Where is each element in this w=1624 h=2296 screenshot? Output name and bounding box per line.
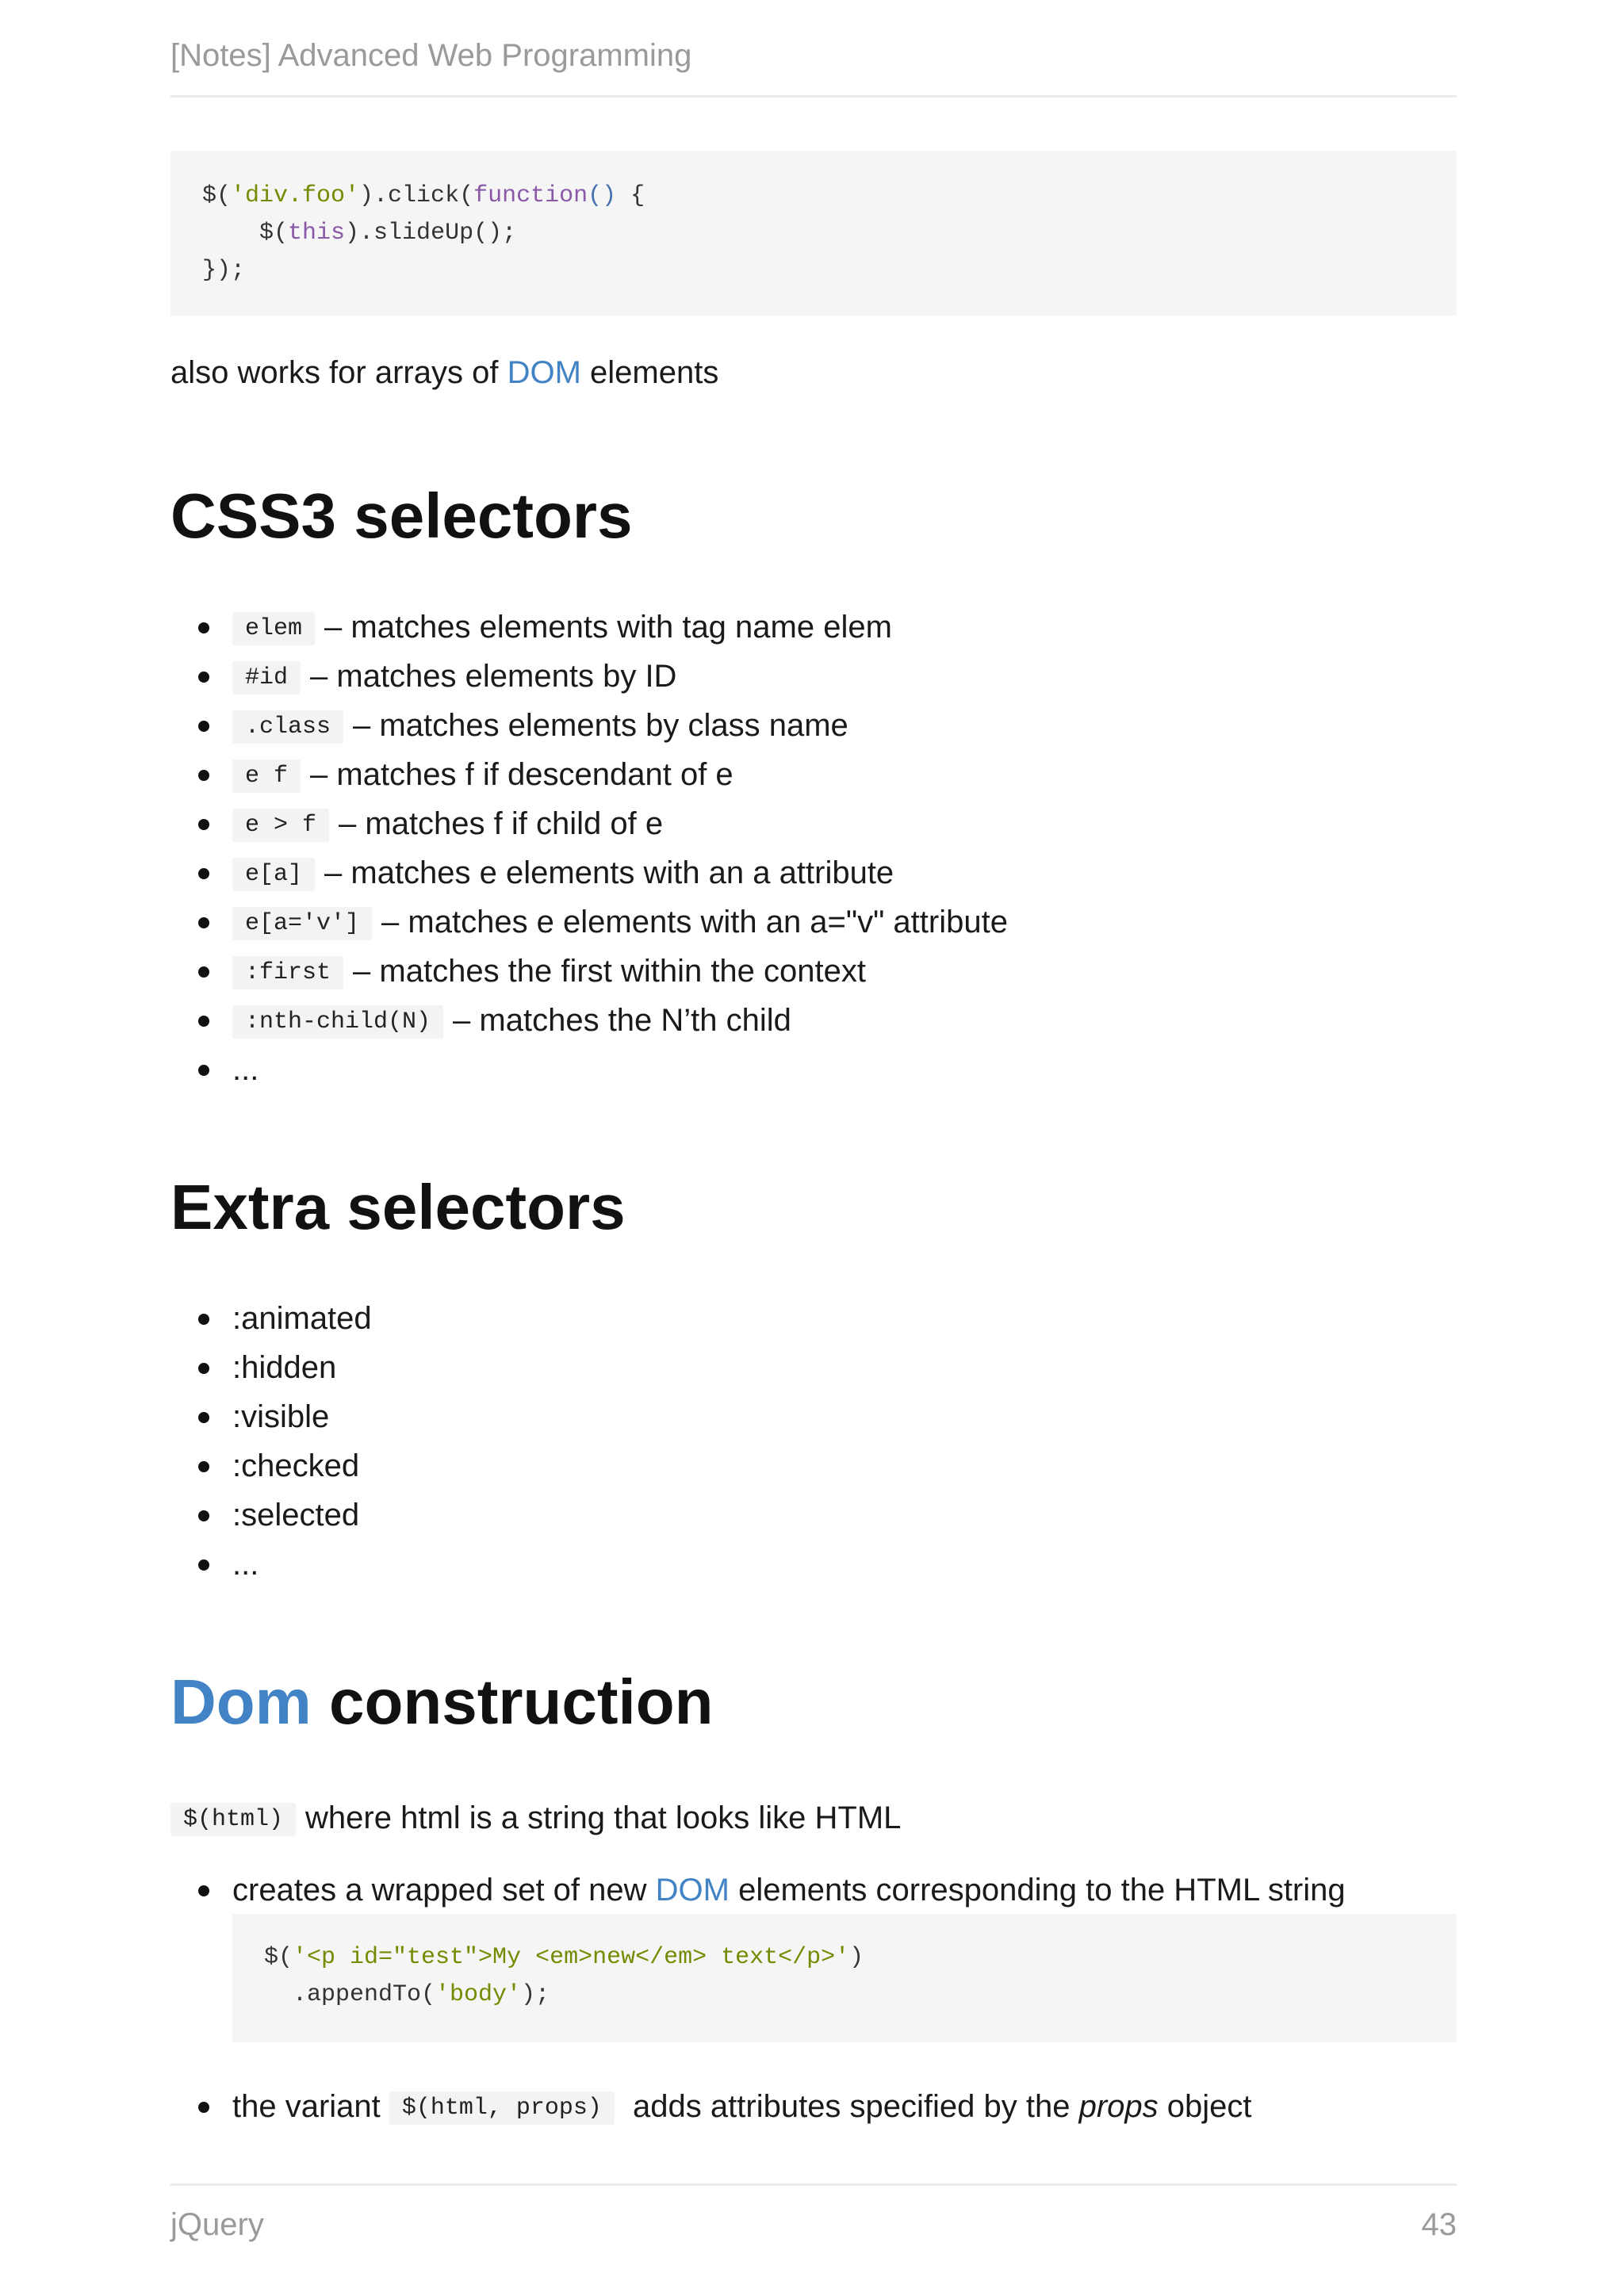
bullet-icon: [198, 2102, 209, 2113]
inline-code: $(html): [170, 1803, 296, 1836]
inline-code: $(html, props): [389, 2091, 615, 2125]
inline-code: e[a='v']: [232, 907, 372, 940]
page-number: 43: [1421, 2207, 1457, 2242]
list-item: :first – matches the first within the context: [170, 947, 1008, 996]
bullet-icon: [198, 966, 209, 978]
list-item: :checked: [170, 1441, 372, 1490]
list-item: :animated: [170, 1294, 372, 1343]
code-block-append: $('<p id="test">My <em>new</em> text</p>') .appendTo('body');: [232, 1914, 1457, 2042]
inline-code: e > f: [232, 809, 329, 842]
bullet-icon: [198, 819, 209, 830]
bullet-icon: [198, 721, 209, 732]
bullet-icon: [198, 868, 209, 879]
inline-code: e[a]: [232, 858, 315, 891]
arrays-note: also works for arrays of DOM elements: [170, 355, 719, 390]
list-item: #id – matches elements by ID: [170, 652, 1008, 701]
inline-code: e f: [232, 760, 301, 793]
page: [170, 0, 1457, 2296]
bullet-icon: [198, 1016, 209, 1027]
footer-rule: [170, 2183, 1457, 2186]
dom-intro: $(html) where html is a string that looks like HTML: [170, 1793, 901, 1843]
inline-code: #id: [232, 661, 301, 695]
list-item: :selected: [170, 1490, 372, 1540]
list-item: elem – matches elements with tag name elem: [170, 603, 1008, 652]
bullet-icon: [198, 1559, 209, 1571]
code-block-click-handler: $('div.foo').click(function() { $(this).slideUp(); });: [170, 151, 1457, 316]
list-item: creates a wrapped set of new DOM elements corresponding to the HTML string: [170, 1866, 1346, 1915]
list-item: e[a='v'] – matches e elements with an a="v" attribute: [170, 897, 1008, 947]
list-item: :hidden: [170, 1343, 372, 1392]
list-item: the variant $(html, props) adds attributes specified by the props object: [170, 2082, 1252, 2131]
heading-dom-construction: Dom construction: [170, 1667, 714, 1737]
extra-selector-list: [170, 1294, 372, 1589]
bullet-icon: [198, 1461, 209, 1472]
list-item: :nth-child(N) – matches the N’th child: [170, 996, 1008, 1045]
inline-code: :nth-child(N): [232, 1005, 443, 1039]
list-item: e[a] – matches e elements with an a attribute: [170, 848, 1008, 897]
inline-code: :first: [232, 956, 343, 989]
list-item: e f – matches f if descendant of e: [170, 750, 1008, 799]
bullet-icon: [198, 672, 209, 683]
dom-link[interactable]: DOM: [655, 1873, 730, 1908]
heading-css3-selectors: CSS3 selectors: [170, 480, 633, 551]
inline-code: elem: [232, 612, 315, 645]
bullet-icon: [198, 1510, 209, 1521]
bullet-icon: [198, 770, 209, 781]
bullet-icon: [198, 1885, 209, 1896]
dom-heading-link[interactable]: Dom: [170, 1667, 312, 1737]
inline-code: .class: [232, 710, 343, 744]
list-item: e > f – matches f if child of e: [170, 799, 1008, 848]
list-item: .class – matches elements by class name: [170, 701, 1008, 750]
running-header: [Notes] Advanced Web Programming: [170, 38, 692, 73]
dom-link[interactable]: DOM: [507, 355, 581, 390]
bullet-icon: [198, 1065, 209, 1076]
list-item: ...: [170, 1540, 372, 1589]
bullet-icon: [198, 1314, 209, 1325]
bullet-icon: [198, 1412, 209, 1423]
running-footer: jQuery: [170, 2207, 264, 2242]
css3-selector-list: [170, 603, 1008, 1094]
list-item: ...: [170, 1045, 1008, 1094]
bullet-icon: [198, 622, 209, 633]
bullet-icon: [198, 917, 209, 928]
list-item: :visible: [170, 1392, 372, 1441]
bullet-icon: [198, 1363, 209, 1374]
header-rule: [170, 95, 1457, 98]
heading-extra-selectors: Extra selectors: [170, 1172, 626, 1242]
